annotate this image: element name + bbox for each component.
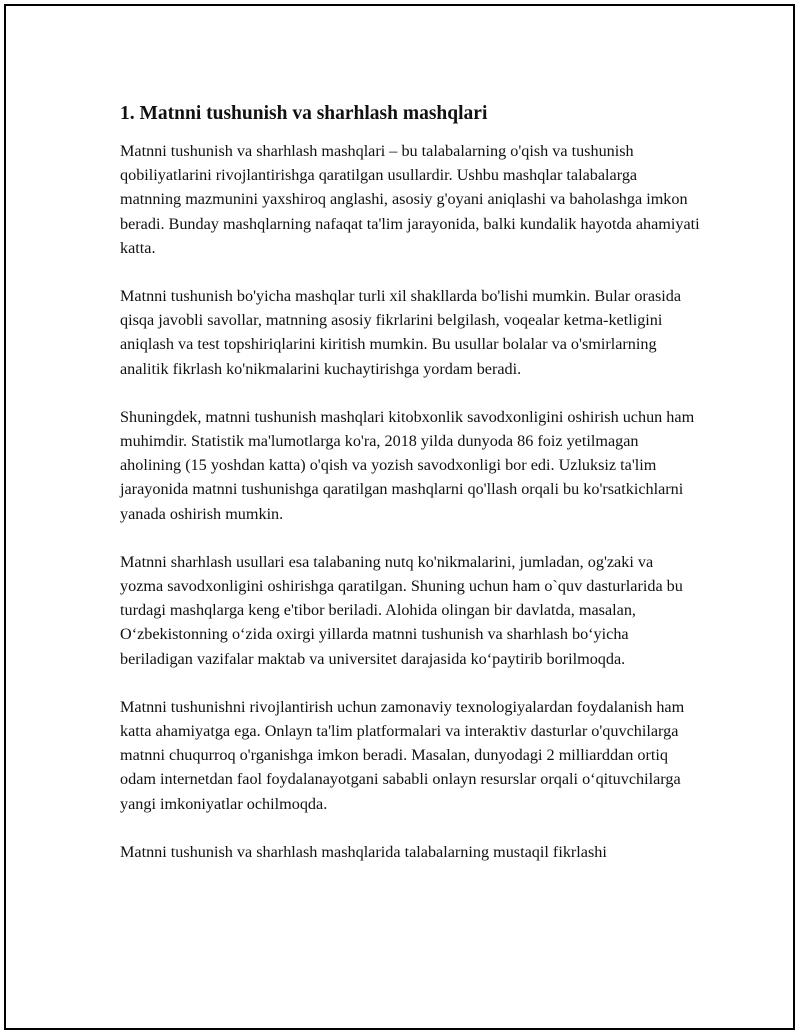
paragraph-5: Matnni tushunishni rivojlantirish uchun zamonaviy texnologiyalardan foydalanish ham katta ahamiyatga ega. Onlayn ta'lim platformalari va interaktiv dasturlar o'quvchilarga matnni chuqurroq o'rganishga imkon beradi. Masalan, dunyodagi 2 milliarddan ortiq odam internetdan faol foydalanayotgani sababli onlayn resurslar orqali o‘qituvchilarga yangi imkoniyatlar ochilmoqda. [120, 697, 685, 813]
paragraph-2: Matnni tushunish bo'yicha mashqlar turli xil shakllarda bo'lishi mumkin. Bular orasida qisqa javobli savollar, matnning asosiy fikrlarini belgilash, voqealar ketma-ketligini aniqlash va test topshiriqlarini kiritish mumkin. Bu usullar bolalar va o'smirlarning analitik fikrlash ko'nikmalarini kuchaytirishga yordam beradi. [120, 287, 682, 378]
document-body [120, 101, 700, 888]
page-border [4, 4, 795, 1030]
paragraph-3: Shuningdek, matnni tushunish mashqlari kitobxonlik savodxonligini oshirish uchun ham muhimdir. Statistik ma'lumotlarga ko'ra, 2018 yilda dunyoda 86 foiz yetilmagan aholining (15 yoshdan katta) o'qish va yozish savodxonligi bor edi. Uzluksiz ta'lim jarayonida matnni tushunishga qaratilgan mashqlarni qo'llash orqali bu ko'rsatkichlarni yanada oshirish mumkin. [120, 407, 695, 523]
paragraph-6: Matnni tushunish va sharhlash mashqlarida talabalarning mustaqil fikrlashi [120, 842, 607, 861]
section-heading: 1. Matnni tushunish va sharhlash mashqlari [120, 103, 488, 124]
paragraph-1: Matnni tushunish va sharhlash mashqlari – bu talabalarning o'qish va tushunish qobiliyatlarini rivojlantirishga qaratilgan usullardir. Ushbu mashqlar talabalarga matnning mazmunini yaxshiroq anglashi, asosiy g'oyani aniqlashi va baholashga imkon beradi. Bunday mashqlarning nafaqat ta'lim jarayonida, balki kundalik hayotda ahamiyati katta. [120, 142, 700, 257]
paragraph-4: Matnni sharhlash usullari esa talabaning nutq ko'nikmalarini, jumladan, og'zaki va yozma savodxonligini oshirishga qaratilgan. Shuning uchun ham o`quv dasturlarida bu turdagi mashqlarga keng e'tibor beriladi. Alohida olingan bir davlatda, masalan, O‘zbekistonning o‘zida oxirgi yillarda matnni tushunish va sharhlash bo‘yicha beriladigan vazifalar maktab va universitet darajasida ko‘paytirib borilmoqda. [120, 552, 683, 668]
